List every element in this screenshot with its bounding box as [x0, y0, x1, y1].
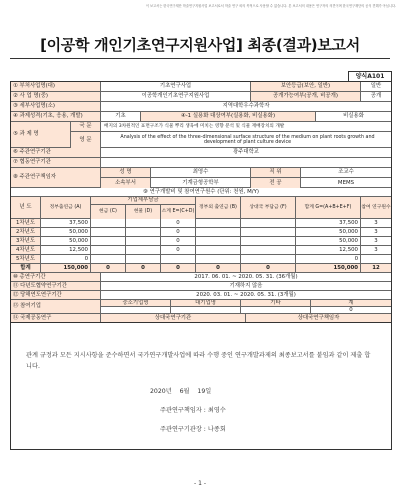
gov-header: 정부출연금 (A) — [41, 197, 91, 218]
pi-major-label: 전 공 — [251, 178, 301, 188]
report-form — [10, 81, 392, 323]
budget-row — [11, 255, 391, 264]
sme-label: 중소기업명 — [101, 300, 171, 307]
budget-cell-cash — [91, 219, 126, 227]
budget-cell-inkind — [126, 255, 161, 263]
total-period-label: ⑩ 총연구기간 — [11, 273, 101, 281]
korean-title-value: 배지의 3차원적인 표면구조가 식물 뿌리 생육에 미치는 영향 분석 및 식물 재배장치의 개발 — [101, 122, 391, 132]
budget-cell-people: 3 — [374, 237, 378, 244]
row-project-type — [11, 112, 391, 122]
researchers-header: 참여 연구원수 — [361, 197, 391, 218]
commercial-label: ④-1 실용화 대상여부(실용화, 비실용화) — [141, 112, 316, 121]
budget-cell-sub — [161, 255, 196, 263]
non-gov-header: 정부외 출연금 (B) — [196, 197, 241, 218]
total-period-value: 2017. 06. 01. ~ 2020. 05. 31. (36개월) — [194, 273, 298, 280]
sum-total: 150,000 — [296, 264, 361, 272]
institution-head-name: 나종회 — [207, 426, 226, 433]
budget-cell-cash — [91, 228, 126, 236]
institution-head-signature — [160, 424, 360, 433]
budget-cell-total: 0 — [296, 255, 361, 263]
budget-row — [11, 219, 391, 228]
budget-cell-people: 3 — [374, 228, 378, 235]
partner-lead-label: 상대국연구책임자 — [246, 314, 391, 322]
participating-companies-label: ⑬ 참여기업 — [11, 300, 101, 313]
program-name-value: 이공학개인기초연구지원사업 — [101, 92, 251, 101]
other-label: 기타 — [241, 300, 311, 307]
commercial-value: 비실용화 — [343, 113, 364, 119]
date-month: 6월 — [179, 388, 190, 395]
subtotal-header: 소계 E=(C+D) — [161, 205, 196, 219]
row-budget-title — [11, 188, 391, 197]
sum-non-gov: 0 — [196, 264, 241, 272]
budget-cell-local — [196, 237, 241, 245]
pi-position-value: 조교수 — [301, 168, 391, 178]
row-total-period — [11, 273, 391, 282]
budget-cell-sub: 0 — [161, 237, 196, 245]
budget-cell-partner — [241, 246, 296, 254]
english-title-tag: 영 문 — [71, 132, 101, 148]
budget-cell-year: 4차년도 — [11, 246, 41, 254]
institution-head-label: 주관연구기관장 : — [160, 426, 206, 433]
budget-cell-gov: 50,000 — [41, 228, 91, 236]
submission-date — [150, 386, 310, 395]
sme-value — [101, 307, 171, 314]
sum-partner: 0 — [241, 264, 296, 272]
cooperating-institution-value — [101, 158, 391, 167]
project-type-value: 기초 — [101, 112, 141, 121]
top-notice: 이 보고서는 한국연구재단 학술연구지원사업 보고서로서 학술 연구 외의 목적으로 사용할 수 없습니다. 본 보고서의 내용은 연구자의 의견이며 한국연구재단의 공식 견해가 아닙니다. — [145, 4, 396, 8]
multi-year-period-label: ⑪ 다년도협약연구기간 — [11, 282, 101, 290]
budget-cell-partner — [241, 237, 296, 245]
large-company-label: 대기업명 — [171, 300, 241, 307]
budget-cell-total: 37,500 — [296, 219, 361, 227]
budget-cell-year: 3차년도 — [11, 237, 41, 245]
row-international-joint — [11, 314, 391, 322]
budget-cell-sub: 0 — [161, 219, 196, 227]
budget-cell-inkind — [126, 219, 161, 227]
lead-researcher-label: 주관연구책임자 : — [160, 407, 206, 414]
budget-cell-year: 2차년도 — [11, 228, 41, 236]
budget-cell-cash — [91, 237, 126, 245]
budget-cell-local — [196, 246, 241, 254]
budget-cell-total: 12,500 — [296, 246, 361, 254]
budget-cell-inkind — [126, 228, 161, 236]
corp-header: 기업체부담금 — [91, 197, 196, 205]
lead-researcher-name: 최영수 — [207, 407, 226, 414]
inkind-header: 현물 (D) — [126, 205, 161, 219]
sum-inkind: 0 — [126, 264, 161, 272]
row-cooperating-institution — [11, 158, 391, 168]
budget-cell-cash — [91, 255, 126, 263]
certification-text: 관계 규정과 모든 지시사항을 준수하면서 국가연구개발사업에 따라 수행 중인 연구개발과제의 최종보고서를 붙임과 같이 제출 합니다. — [26, 352, 371, 370]
row-program-name — [11, 92, 391, 102]
budget-cell-inkind — [126, 237, 161, 245]
large-company-value — [171, 307, 241, 314]
korean-title-tag: 국 문 — [71, 122, 101, 132]
budget-cell-local — [196, 255, 241, 263]
budget-cell-partner — [241, 228, 296, 236]
multi-year-period-value: 기재하지 않음 — [229, 282, 263, 289]
lead-researcher-signature — [160, 405, 360, 414]
budget-cell-year: 5차년도 — [11, 255, 41, 263]
page-title: [이공학 개인기초연구지원사업] 최종(결과)보고서 — [40, 36, 360, 54]
budget-cell-local — [196, 228, 241, 236]
row-host-institution — [11, 148, 391, 158]
row-current-year-period — [11, 291, 391, 300]
budget-sum-row — [11, 264, 391, 273]
budget-cell-gov: 0 — [41, 255, 91, 263]
ministry-program-value: 기초연구사업 — [101, 82, 251, 91]
row-project-title — [11, 122, 391, 148]
budget-cell-partner — [241, 255, 296, 263]
budget-header — [11, 197, 391, 219]
english-title-value: Analysis of the effect of the three-dimensional surface structure of the medium on plant roots growth and development of plant culture device — [120, 134, 375, 145]
host-institution-value: 광주대학교 — [232, 149, 260, 155]
row-principal-investigator — [11, 168, 391, 188]
pi-name-label: 성 명 — [101, 168, 151, 178]
sub-program-label: ③ 세부사업명(소) — [11, 102, 101, 111]
budget-cell-gov: 12,500 — [41, 246, 91, 254]
date-day: 19일 — [197, 388, 212, 395]
current-year-period-label: ⑫ 당해연도연구기간 — [11, 291, 101, 299]
budget-cell-people: 3 — [374, 219, 378, 226]
title-underline — [10, 58, 390, 59]
form-id: 양식A101 — [348, 71, 392, 81]
security-value: 일반 — [370, 83, 382, 89]
budget-cell-local — [196, 219, 241, 227]
pi-name-value: 최영수 — [151, 168, 251, 178]
company-count-label: 계 — [311, 300, 391, 307]
cash-header: 현금 (C) — [91, 205, 126, 219]
company-count-value: 0 — [349, 307, 353, 313]
sum-gov: 150,000 — [41, 264, 91, 272]
row-participating-companies — [11, 300, 391, 314]
project-type-label: ④ 과제성격(기초, 응용, 개발) — [11, 112, 101, 121]
year-header: 년 도 — [11, 197, 41, 218]
row-multi-year-period — [11, 282, 391, 291]
sum-subtotal: 0 — [161, 264, 196, 272]
budget-row — [11, 228, 391, 237]
international-joint-label: ⑭ 국제공동연구 — [11, 314, 101, 322]
budget-cell-people: 3 — [374, 246, 378, 253]
budget-cell-year: 1차년도 — [11, 219, 41, 227]
total-header: 합계 G=(A+B+E+F) — [296, 197, 361, 218]
partner-institution-label: 상대국연구기관 — [101, 314, 246, 322]
pi-dept-value: 기계금형공학부 — [151, 178, 251, 188]
budget-cell-sub: 0 — [161, 246, 196, 254]
row-sub-program — [11, 102, 391, 112]
host-institution-label: ⑥ 주관연구기관 — [11, 148, 101, 157]
sum-label: 합계 — [11, 264, 41, 272]
pi-dept-label: 소속부서 — [101, 178, 151, 188]
budget-title: ⑨ 연구개발비 및 참여연구원수 (단위: 천원, M/Y) — [11, 188, 391, 196]
budget-cell-gov: 37,500 — [41, 219, 91, 227]
ministry-program-label: ① 부처사업명(대) — [11, 82, 101, 91]
budget-row — [11, 237, 391, 246]
principal-investigator-label: ⑧ 주관연구책임자 — [11, 168, 101, 187]
partner-header: 상대국 부담금 (F) — [241, 197, 296, 218]
page-number: - 1 - — [194, 480, 206, 487]
budget-cell-people — [361, 255, 391, 263]
disclosure-value: 공개 — [370, 93, 382, 99]
budget-cell-sub: 0 — [161, 228, 196, 236]
security-label: 보안등급(보안, 일반) — [251, 82, 361, 91]
sum-researchers: 12 — [361, 264, 391, 272]
project-title-label: ⑤ 과 제 명 — [11, 122, 71, 147]
other-value — [241, 307, 311, 314]
row-ministry-program — [11, 82, 391, 92]
budget-cell-partner — [241, 219, 296, 227]
current-year-period-value: 2020. 03. 01. ~ 2020. 05. 31. (3개월) — [196, 291, 296, 298]
date-year: 2020년 — [150, 388, 172, 395]
budget-cell-total: 50,000 — [296, 237, 361, 245]
pi-major-value: MEMS — [337, 179, 355, 186]
sub-program-value: 지역대학우수과학자 — [222, 103, 270, 109]
cooperating-institution-label: ⑦ 협동연구기관 — [11, 158, 101, 167]
budget-cell-total: 50,000 — [296, 228, 361, 236]
program-name-label: ② 사 업 명(중) — [11, 92, 101, 101]
budget-cell-gov: 50,000 — [41, 237, 91, 245]
budget-cell-inkind — [126, 246, 161, 254]
pi-position-label: 직 위 — [251, 168, 301, 178]
budget-row — [11, 246, 391, 255]
budget-cell-cash — [91, 246, 126, 254]
sum-cash: 0 — [91, 264, 126, 272]
disclosure-label: 공개가능여부(공개, 비공개) — [251, 92, 361, 101]
